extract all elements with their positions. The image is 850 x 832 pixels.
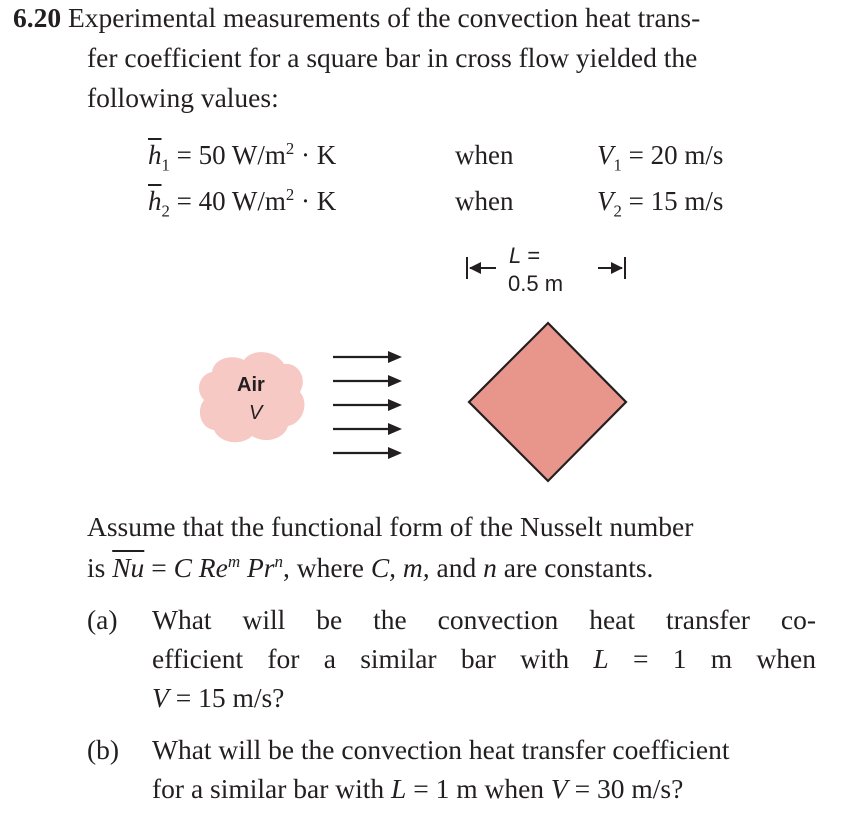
unit-exponent: 2 (285, 139, 295, 158)
dimension-right-arrowhead (611, 262, 623, 274)
intro-line-2: fer coefficient for a square bar in cross flow yielded the (87, 42, 698, 73)
square-bar (469, 323, 626, 481)
intro-line-1: Experimental measurements of the convection heat trans- (68, 2, 701, 33)
assumption-line-2 (87, 552, 653, 584)
prandtl-symbol: Pr (240, 552, 275, 583)
question-b-text-2-post: = 30 m/s? (567, 773, 684, 804)
question-a-line-2 (152, 643, 816, 675)
h-subscript: 1 (161, 155, 170, 175)
constants-list: C, m, (370, 552, 430, 583)
question-b-line-2 (152, 773, 683, 805)
question-a-text-2 (152, 643, 816, 675)
question-a-label: (a) (87, 604, 118, 635)
assumption-line-1: Assume that the functional form of the Nusselt number (87, 511, 694, 542)
question-b-text-2-pre: for a similar bar with (152, 773, 392, 804)
exponent-m: m (227, 551, 241, 571)
v-value: = 20 m/s (621, 140, 724, 170)
question-a-line-1 (152, 604, 816, 636)
assumption-tail: are constants. (496, 552, 654, 583)
flow-arrowhead (388, 447, 402, 459)
h-value: = 50 W/m (169, 140, 286, 170)
unit-exponent: 2 (285, 185, 295, 204)
reynolds-symbol: Re (191, 552, 228, 583)
h-subscript: 2 (161, 201, 170, 221)
length-symbol: L (391, 773, 407, 804)
h-bar-symbol: $\overline{h}$ (148, 186, 162, 216)
dimension-label-l: L = (509, 243, 540, 268)
constant-c: C (173, 552, 192, 583)
problem-number: 6.20 (13, 2, 62, 33)
velocity-symbol: V (152, 682, 169, 713)
h-bar-symbol: $\overline{h}$ (148, 140, 162, 170)
question-a-text-1: What will be the convection heat transfer co- (152, 604, 816, 635)
velocity-symbol: V (550, 773, 568, 804)
dimension-left-arrowhead (469, 262, 481, 274)
constant-n: n (483, 552, 497, 583)
v-symbol: V (597, 140, 614, 170)
exponent-n: n (274, 551, 284, 571)
air-cloud (199, 352, 305, 442)
air-velocity-label: V (249, 402, 263, 424)
flow-arrows (333, 351, 402, 459)
v-subscript: 2 (613, 201, 622, 221)
flow-arrowhead (388, 375, 402, 387)
question-a-line-3 (152, 682, 284, 714)
question-b-label: (b) (87, 734, 120, 765)
nusselt-symbol: $\overline{Nu}$ (112, 552, 145, 583)
unit-k: · K (294, 140, 337, 170)
where-text: , where (283, 552, 371, 583)
flow-arrowhead (388, 351, 402, 363)
when-2: when (455, 186, 514, 216)
question-b-text-2-mid: = 1 m when (406, 773, 551, 804)
assumption-is: is (87, 552, 113, 583)
flow-arrowhead (388, 399, 402, 411)
v-symbol: V (597, 186, 614, 216)
intro-line-3: following values: (87, 82, 279, 113)
question-a-text-3: = 15 m/s? (168, 682, 285, 713)
when-1: when (455, 140, 514, 170)
air-label: Air (237, 374, 265, 396)
and-text: and (429, 552, 484, 583)
v-subscript: 1 (613, 155, 622, 175)
h-value: = 40 W/m (169, 186, 286, 216)
unit-k: · K (294, 186, 337, 216)
question-a-text-2-pre: efficient for a similar bar with (152, 643, 594, 674)
dimension-label-value: 0.5 m (508, 271, 564, 296)
length-symbol: L (593, 643, 609, 674)
question-a-text-2-post: = 1 m when (608, 643, 816, 674)
v-value: = 15 m/s (621, 186, 724, 216)
flow-arrowhead (388, 423, 402, 435)
question-b-line-1: What will be the convection heat transfer coefficient (152, 734, 730, 765)
equals-sign: = (144, 552, 174, 583)
